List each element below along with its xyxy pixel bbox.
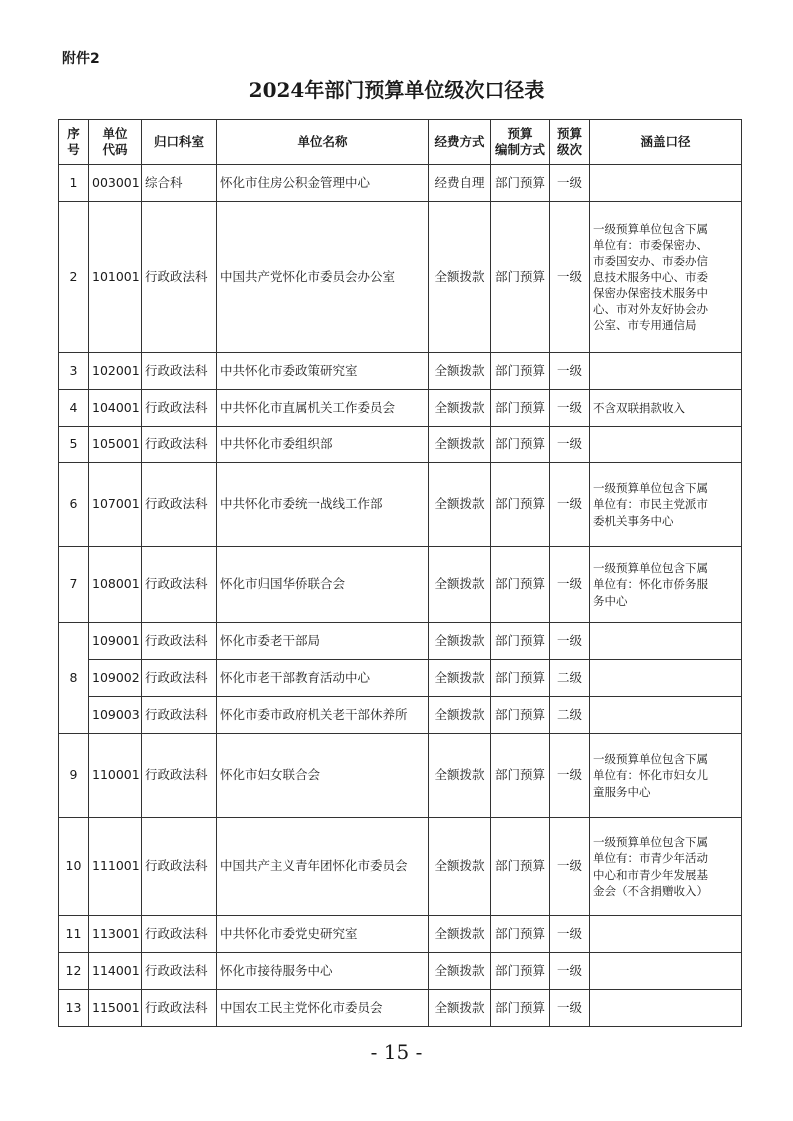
table-row xyxy=(59,990,742,1027)
cell-funding: 全额拨款 xyxy=(429,547,491,623)
cell-name: 怀化市归国华侨联合会 xyxy=(217,547,429,623)
cell-name: 中共怀化市直属机关工作委员会 xyxy=(217,390,429,427)
cell-seq: 6 xyxy=(59,463,89,547)
cell-budget: 部门预算 xyxy=(491,390,550,427)
cell-scope: 一级预算单位包含下属 单位有：怀化市侨务服 务中心 xyxy=(590,547,742,623)
cell-level: 二级 xyxy=(550,697,590,734)
cell-name: 怀化市委老干部局 xyxy=(217,623,429,660)
cell-name: 中国农工民主党怀化市委员会 xyxy=(217,990,429,1027)
cell-dept: 行政政法科 xyxy=(142,916,217,953)
table-row xyxy=(59,623,742,660)
cell-scope: 不含双联捐款收入 xyxy=(590,390,742,427)
cell-dept: 综合科 xyxy=(142,165,217,202)
header-funding: 经费方式 xyxy=(429,120,491,165)
table-row xyxy=(59,427,742,463)
cell-code: 102001 xyxy=(89,353,142,390)
cell-funding: 经费自理 xyxy=(429,165,491,202)
cell-level: 二级 xyxy=(550,660,590,697)
cell-budget: 部门预算 xyxy=(491,990,550,1027)
cell-funding: 全额拨款 xyxy=(429,390,491,427)
table-row xyxy=(59,660,742,697)
cell-name: 中共怀化市委党史研究室 xyxy=(217,916,429,953)
cell-seq: 8 xyxy=(59,623,89,734)
cell-code: 104001 xyxy=(89,390,142,427)
cell-level: 一级 xyxy=(550,734,590,818)
cell-name: 中国共产主义青年团怀化市委员会 xyxy=(217,818,429,916)
cell-name: 中共怀化市委组织部 xyxy=(217,427,429,463)
cell-funding: 全额拨款 xyxy=(429,660,491,697)
cell-budget: 部门预算 xyxy=(491,818,550,916)
cell-funding: 全额拨款 xyxy=(429,202,491,353)
attachment-label: 附件2 xyxy=(62,51,100,67)
cell-code: 109001 xyxy=(89,623,142,660)
cell-code: 108001 xyxy=(89,547,142,623)
cell-code: 109003 xyxy=(89,697,142,734)
cell-level: 一级 xyxy=(550,953,590,990)
page-number: - 15 - xyxy=(370,1040,423,1064)
table-row xyxy=(59,463,742,547)
cell-name: 怀化市妇女联合会 xyxy=(217,734,429,818)
cell-seq: 1 xyxy=(59,165,89,202)
cell-dept: 行政政法科 xyxy=(142,390,217,427)
cell-funding: 全额拨款 xyxy=(429,953,491,990)
table-row xyxy=(59,734,742,818)
table-row xyxy=(59,202,742,353)
cell-scope xyxy=(590,990,742,1027)
cell-level: 一级 xyxy=(550,547,590,623)
cell-scope xyxy=(590,427,742,463)
cell-dept: 行政政法科 xyxy=(142,547,217,623)
cell-level: 一级 xyxy=(550,990,590,1027)
cell-level: 一级 xyxy=(550,353,590,390)
cell-code: 110001 xyxy=(89,734,142,818)
cell-code: 113001 xyxy=(89,916,142,953)
cell-name: 中共怀化市委统一战线工作部 xyxy=(217,463,429,547)
cell-budget: 部门预算 xyxy=(491,202,550,353)
cell-seq: 3 xyxy=(59,353,89,390)
cell-code: 107001 xyxy=(89,463,142,547)
cell-seq: 13 xyxy=(59,990,89,1027)
cell-dept: 行政政法科 xyxy=(142,734,217,818)
cell-budget: 部门预算 xyxy=(491,427,550,463)
table-row xyxy=(59,547,742,623)
cell-budget: 部门预算 xyxy=(491,353,550,390)
cell-seq: 12 xyxy=(59,953,89,990)
cell-funding: 全额拨款 xyxy=(429,818,491,916)
cell-dept: 行政政法科 xyxy=(142,353,217,390)
cell-dept: 行政政法科 xyxy=(142,202,217,353)
cell-code: 101001 xyxy=(89,202,142,353)
cell-seq: 10 xyxy=(59,818,89,916)
cell-name: 中共怀化市委政策研究室 xyxy=(217,353,429,390)
cell-name: 怀化市委市政府机关老干部休养所 xyxy=(217,697,429,734)
cell-dept: 行政政法科 xyxy=(142,953,217,990)
header-name: 单位名称 xyxy=(217,120,429,165)
cell-scope: 一级预算单位包含下属 单位有：市青少年活动 中心和市青少年发展基 金会（不含捐赠收入） xyxy=(590,818,742,916)
cell-budget: 部门预算 xyxy=(491,916,550,953)
cell-level: 一级 xyxy=(550,916,590,953)
cell-budget: 部门预算 xyxy=(491,953,550,990)
cell-scope: 一级预算单位包含下属 单位有：市委保密办、 市委国安办、市委办信 息技术服务中心、市委 保密办保密技术服务中 心、市对外友好协会办 公室、市专用通信局 xyxy=(590,202,742,353)
cell-scope xyxy=(590,165,742,202)
cell-scope xyxy=(590,660,742,697)
cell-name: 中国共产党怀化市委员会办公室 xyxy=(217,202,429,353)
cell-level: 一级 xyxy=(550,623,590,660)
cell-funding: 全额拨款 xyxy=(429,916,491,953)
cell-code: 003001 xyxy=(89,165,142,202)
cell-funding: 全额拨款 xyxy=(429,990,491,1027)
header-budget: 预算 编制方式 xyxy=(491,120,550,165)
cell-seq: 2 xyxy=(59,202,89,353)
budget-level-table xyxy=(58,119,742,1027)
header-scope: 涵盖口径 xyxy=(590,120,742,165)
header-seq: 序号 xyxy=(59,120,89,165)
cell-scope xyxy=(590,353,742,390)
cell-code: 111001 xyxy=(89,818,142,916)
cell-budget: 部门预算 xyxy=(491,165,550,202)
cell-seq: 7 xyxy=(59,547,89,623)
document-title: 2024年部门预算单位级次口径表 xyxy=(248,78,545,102)
cell-level: 一级 xyxy=(550,463,590,547)
cell-seq: 4 xyxy=(59,390,89,427)
cell-scope xyxy=(590,697,742,734)
cell-budget: 部门预算 xyxy=(491,697,550,734)
cell-dept: 行政政法科 xyxy=(142,697,217,734)
table-row xyxy=(59,953,742,990)
cell-name: 怀化市老干部教育活动中心 xyxy=(217,660,429,697)
table-row xyxy=(59,353,742,390)
cell-level: 一级 xyxy=(550,427,590,463)
table-row xyxy=(59,390,742,427)
cell-dept: 行政政法科 xyxy=(142,818,217,916)
cell-funding: 全额拨款 xyxy=(429,353,491,390)
cell-funding: 全额拨款 xyxy=(429,623,491,660)
cell-dept: 行政政法科 xyxy=(142,623,217,660)
cell-scope xyxy=(590,623,742,660)
cell-budget: 部门预算 xyxy=(491,734,550,818)
cell-seq: 11 xyxy=(59,916,89,953)
table-row xyxy=(59,697,742,734)
cell-level: 一级 xyxy=(550,818,590,916)
cell-dept: 行政政法科 xyxy=(142,427,217,463)
cell-budget: 部门预算 xyxy=(491,547,550,623)
table-row xyxy=(59,818,742,916)
cell-name: 怀化市接待服务中心 xyxy=(217,953,429,990)
cell-scope xyxy=(590,916,742,953)
cell-funding: 全额拨款 xyxy=(429,697,491,734)
cell-dept: 行政政法科 xyxy=(142,660,217,697)
cell-level: 一级 xyxy=(550,390,590,427)
header-dept: 归口科室 xyxy=(142,120,217,165)
cell-budget: 部门预算 xyxy=(491,623,550,660)
header-code: 单位 代码 xyxy=(89,120,142,165)
header-level: 预算 级次 xyxy=(550,120,590,165)
cell-budget: 部门预算 xyxy=(491,660,550,697)
cell-budget: 部门预算 xyxy=(491,463,550,547)
cell-scope: 一级预算单位包含下属 单位有：市民主党派市 委机关事务中心 xyxy=(590,463,742,547)
cell-dept: 行政政法科 xyxy=(142,990,217,1027)
table-row xyxy=(59,916,742,953)
cell-code: 105001 xyxy=(89,427,142,463)
cell-scope xyxy=(590,953,742,990)
table-row xyxy=(59,165,742,202)
cell-funding: 全额拨款 xyxy=(429,427,491,463)
cell-level: 一级 xyxy=(550,202,590,353)
cell-name: 怀化市住房公积金管理中心 xyxy=(217,165,429,202)
cell-funding: 全额拨款 xyxy=(429,463,491,547)
cell-code: 115001 xyxy=(89,990,142,1027)
cell-scope: 一级预算单位包含下属 单位有：怀化市妇女儿 童服务中心 xyxy=(590,734,742,818)
cell-level: 一级 xyxy=(550,165,590,202)
cell-seq: 5 xyxy=(59,427,89,463)
cell-funding: 全额拨款 xyxy=(429,734,491,818)
cell-dept: 行政政法科 xyxy=(142,463,217,547)
cell-code: 109002 xyxy=(89,660,142,697)
cell-seq: 9 xyxy=(59,734,89,818)
table-header-row xyxy=(59,120,742,165)
cell-code: 114001 xyxy=(89,953,142,990)
